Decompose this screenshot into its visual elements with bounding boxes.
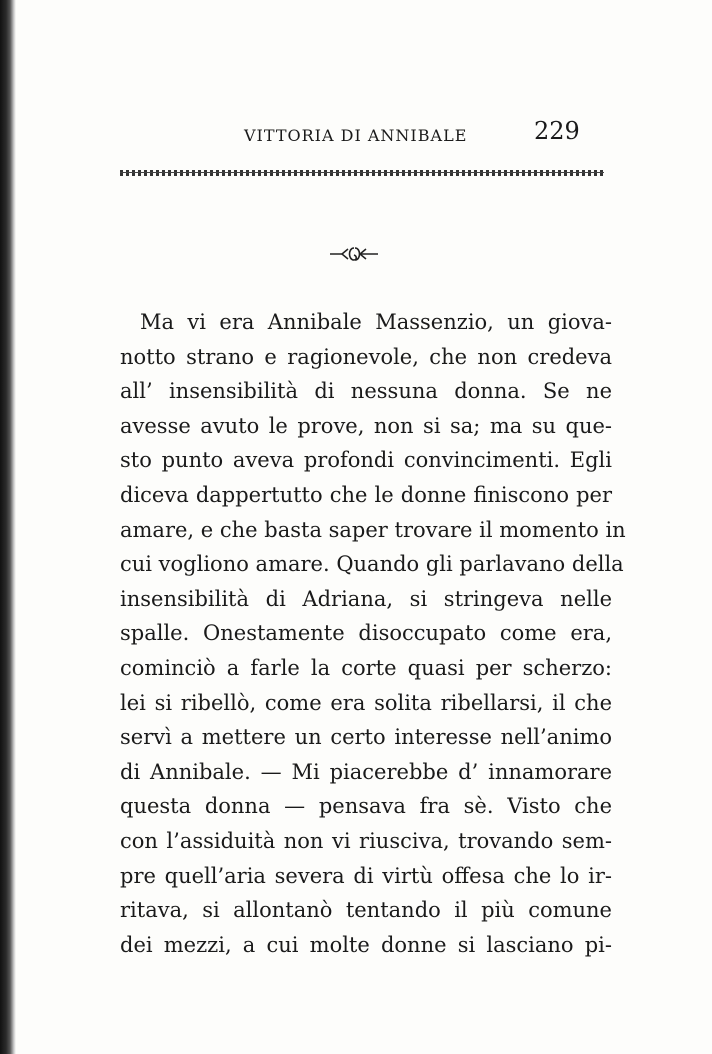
text-line: di Annibale. — Mi piacerebbe d’ innamorare [120,759,612,784]
text-line: spalle. Onestamente disoccupato come era, [120,621,612,646]
book-spine-edge [0,0,16,1054]
header-ornamental-rule [120,168,604,178]
text-line: cominciò a farle la corte quasi per scherzo: [120,655,612,680]
text-line: amare, e che basta saper trovare il momento in [120,517,626,542]
body-text [120,305,626,962]
running-title: VITTORIA DI ANNIBALE [244,126,468,145]
text-line: avesse avuto le prove, non si sa; ma su que- [120,413,612,438]
header-rule-line [120,172,604,173]
text-line: cui vogliono amare. Quando gli parlavano della [120,552,624,577]
page-number: 229 [534,117,580,145]
text-line: questa donna — pensava fra sè. Visto che [120,794,612,819]
text-line: notto strano e ragionevole, che non credeva [120,344,612,369]
text-line: servì a mettere un certo interesse nell’animo [120,725,612,750]
text-line: con l’assiduità non vi riusciva, trovando sem- [120,828,612,853]
text-line: lei si ribellò, come era solita ribellarsi, il che [120,690,612,715]
text-line: all’ insensibilità di nessuna donna. Se ne [120,379,612,404]
text-line: ritava, si allontanò tentando il più comune [120,898,612,923]
text-line: dei mezzi, a cui molte donne si lasciano pi- [120,932,612,957]
text-line: sto punto aveva profondi convincimenti. Egli [120,448,612,473]
text-line: pre quell’aria severa di virtù offesa che lo ir- [120,863,612,888]
section-ornament-icon [328,244,380,264]
text-line: diceva dappertutto che le donne finiscono per [120,482,612,507]
text-line: Ma vi era Annibale Massenzio, un giova- [140,310,612,334]
text-line: insensibilità di Adriana, si stringeva nelle [120,586,612,611]
